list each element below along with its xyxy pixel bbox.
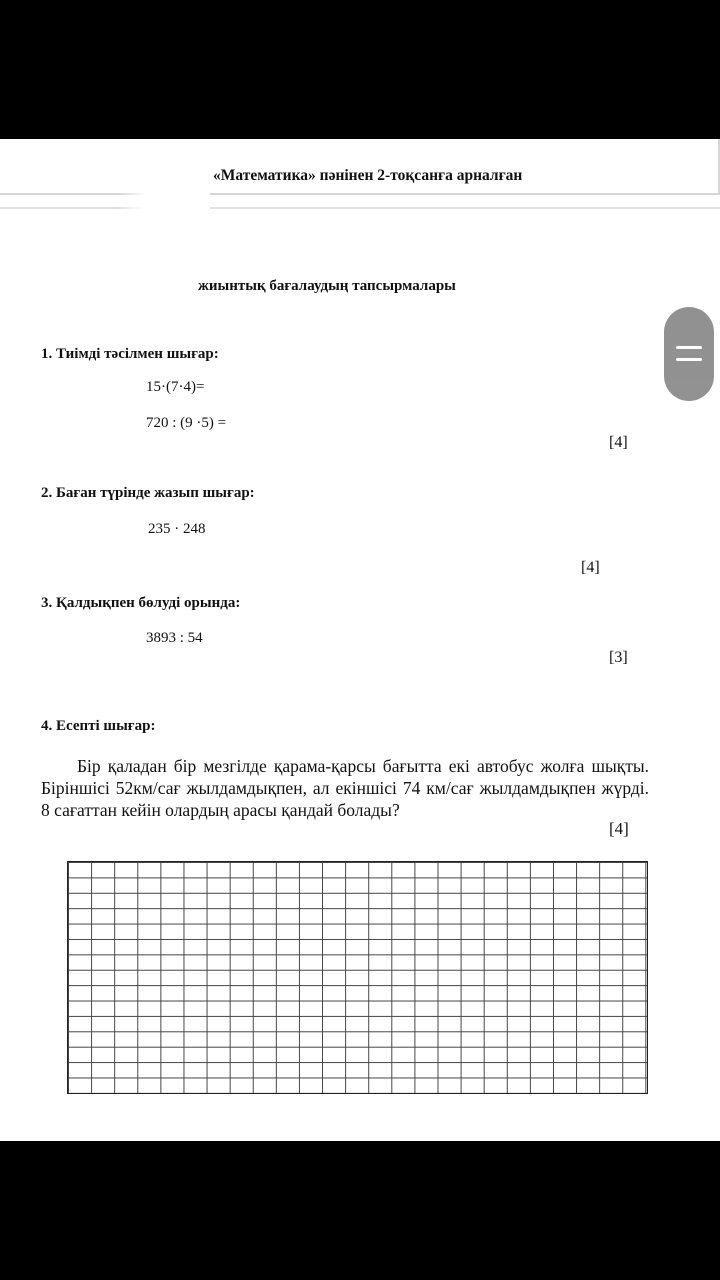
question-1-expression-2: 720 : (9 ·5) = (146, 415, 227, 431)
question-4-text: Бір қаладан бір мезгілде қарама-қарсы бағытта екі автобус жолға шықты. Біріншісі 52км/сағ жылдамдықпен, ал екіншісі 74 км/сағ жылдамдықпен жүрді. 8 сағаттан кейін олардың арасы қандай болады? (41, 756, 649, 820)
question-4-mark: [4] (609, 819, 629, 838)
question-1-expression-1: 15·(7·4)= (146, 379, 205, 395)
question-1-mark: [4] (609, 434, 628, 451)
menu-lines-icon (676, 346, 702, 349)
document-title: «Математика» пәнінен 2-тоқсанға арналған (213, 167, 523, 184)
question-2-title: 2. Баған түрінде жазып шығар: (41, 485, 255, 501)
menu-lines-icon (676, 358, 702, 361)
scroll-handle[interactable] (664, 307, 714, 401)
header-divider (0, 207, 720, 209)
document-page (0, 139, 720, 1141)
answer-grid[interactable] (67, 861, 648, 1094)
question-4-title: 4. Есепті шығар: (41, 718, 156, 734)
question-3-title: 3. Қалдықпен бөлуді орында: (41, 595, 241, 611)
scan-artifact (118, 193, 210, 215)
question-1-title: 1. Тиімді тәсілмен шығар: (41, 346, 219, 362)
document-subtitle: жиынтық бағалаудың тапсырмалары (198, 278, 456, 294)
question-3-mark: [3] (609, 649, 628, 666)
question-2-mark: [4] (581, 559, 600, 576)
question-2-expression: 235 · 248 (148, 521, 206, 537)
question-3-expression: 3893 : 54 (146, 630, 203, 646)
